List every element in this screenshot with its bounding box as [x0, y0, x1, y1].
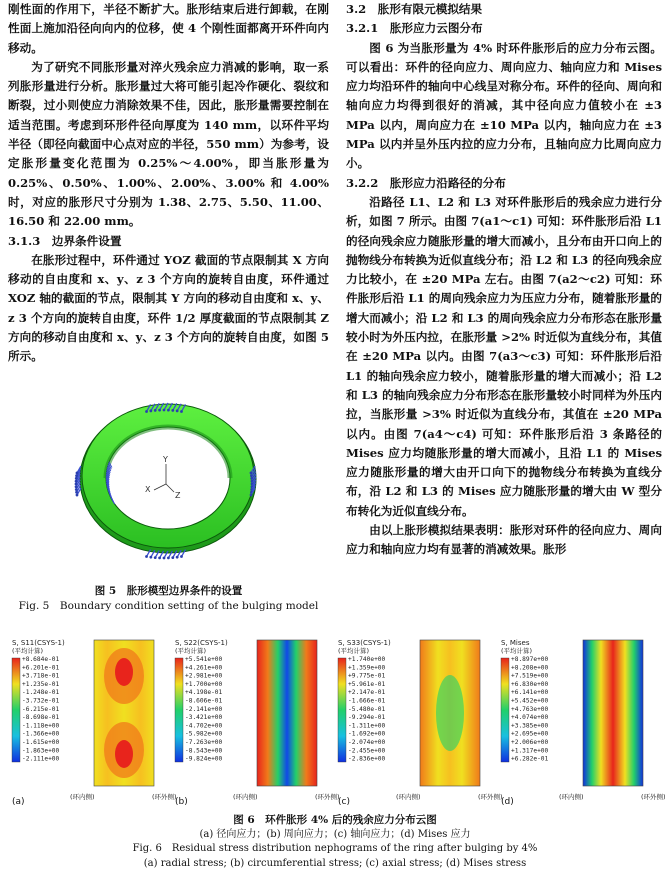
- outer-side-label: (环外侧): [152, 793, 177, 801]
- figure-5-caption: [8, 584, 329, 614]
- heading-3-2-2: 3.2.2 胀形应力沿路径的分布: [346, 175, 506, 190]
- contour-section: [583, 640, 643, 786]
- legend-value: -6.215e-01: [22, 705, 60, 713]
- heading-3-2: 3.2 胀形有限元模拟结果: [346, 2, 483, 16]
- legend-value: +1.317e+00: [511, 747, 549, 755]
- legend-value: -5.480e-01: [348, 705, 386, 713]
- panel-title: S, S22(CSYS-1): [175, 639, 228, 647]
- constraint-node: [75, 488, 78, 491]
- fig5-caption-cn: 图 5 胀形模型边界条件的设置: [94, 585, 243, 597]
- legend-value: -1.615e+00: [22, 739, 60, 746]
- constraint-node: [163, 557, 166, 560]
- legend-value: -7.263e+00: [185, 739, 223, 746]
- constraint-node: [158, 557, 161, 560]
- stress-panel: [338, 639, 503, 807]
- panel-letter: (c): [338, 797, 350, 807]
- panel-avg-label: (平均计算): [338, 647, 370, 655]
- legend-value: -2.111e+00: [22, 755, 60, 763]
- fig5-caption-en: Fig. 5 Boundary condition setting of the bulging model: [18, 600, 319, 612]
- legend-value: +1.700e+00: [185, 680, 223, 688]
- inner-side-label: (环内侧): [70, 793, 95, 801]
- constraint-node: [171, 556, 174, 559]
- constraint-node: [250, 494, 253, 497]
- legend-value: +5.452e+00: [511, 697, 549, 705]
- constraint-node: [149, 409, 152, 412]
- inner-side-label: (环内侧): [396, 793, 421, 801]
- legend-colorbar: [12, 658, 20, 762]
- inner-side-label: (环内侧): [233, 793, 258, 801]
- constraint-node: [75, 491, 78, 494]
- panel-letter: (b): [175, 797, 188, 807]
- legend-value: -1.248e-01: [22, 689, 60, 697]
- legend-value: +4.074e+00: [511, 714, 549, 722]
- right-column: [346, 0, 662, 560]
- stress-panel: [175, 639, 340, 807]
- paragraph-bulging-range: 为了研究不同胀形量对淬火残余应力消减的影响，取一系列胀形量进行分析。胀形量过大将可能引起冷作硬化、裂纹和断裂，过小则使应力消除效果不佳，因此，胀形量需要控制在适当范围。考虑到环形件径向厚度为 140 mm，以环件平均半径（即径向截面中心点对应的半径，550 mm）为参考，设定胀形量变化范围为 0.25%～4.00%，即当胀形量为 0.25%、0.50%、1.00%、2.00%、3.00% 和 4.00% 时，对应的胀形尺寸分别为 1.38、2.75、5.50、11.00、16.50 和 22.00 mm。: [8, 59, 329, 229]
- constraint-node: [75, 485, 78, 488]
- legend-value: +6.830e+00: [511, 680, 549, 688]
- legend-value: +5.541e+00: [185, 656, 223, 663]
- legend-value: +2.695e+00: [511, 730, 549, 738]
- constraint-node: [163, 409, 166, 412]
- legend-value: +4.763e+00: [511, 705, 549, 713]
- legend-value: -9.294e-01: [348, 714, 386, 722]
- constraint-node: [75, 483, 78, 486]
- constraint-node: [145, 410, 148, 413]
- legend-value: -1.366e+00: [22, 730, 60, 738]
- fig6-caption-cn-sub: (a) 径向应力；(b) 周向应力；(c) 轴向应力；(d) Mises 应力: [199, 828, 471, 840]
- constraint-node: [180, 410, 183, 413]
- legend-value: +3.385e+00: [511, 722, 549, 730]
- outer-side-label: (环外侧): [315, 793, 340, 801]
- legend-value: +3.718e-01: [22, 672, 60, 680]
- legend-value: -5.982e+00: [185, 730, 223, 738]
- legend-value: +7.519e+00: [511, 672, 549, 680]
- legend-value: +6.141e+00: [511, 689, 549, 697]
- contour-core: [436, 675, 464, 751]
- contour-section: [257, 640, 317, 786]
- legend-value: +2.981e+00: [185, 672, 223, 680]
- panel-title: S, Mises: [501, 639, 530, 647]
- paragraph-path-distribution: 沿路径 L1、L2 和 L3 对环件胀形后的残余应力进行分析，如图 7 所示。由图 7(a1～c1) 可知：环件胀形后沿 L1 的径向残余应力随胀形量的增大而减小，且分布由开口向上的抛物线分布转换为近似直线分布；沿 L2 和 L3 的径向残余应力比较小，在 ±20 MPa 左右。由图 7(a2～c2) 可知：环件胀形后沿 L1 的周向残余应力为压应力分布，随着胀形量的增大而减小；沿 L2 和 L3 的周向残余应力分布形态在胀形量较小时为外压内拉，在胀形量 >2% 时近似为直线分布，其值在 ±20 MPa 以内。由图 7(a3～c3) 可知：环件胀形后沿 L1 的轴向残余应力较小，随着胀形量的增大而减小；沿 L2 和 L3 的轴向残余应力分布形态在胀形量较小时同样为外压内拉，当胀形量 >3% 时近似为直线分布，其值在 ±20 MPa 以内。由图 7(a4～c4) 可知：环件胀形后沿 3 条路径的 Mises 应力均随胀形量的增大而减小，且沿 L1 的 Mises 应力随胀形量的增大由开口向下的抛物线分布转换为直线分布，沿 L2 和 L3 的 Mises 应力随胀形量的增大由 W 型分布转化为近似直线分布。: [346, 194, 662, 518]
- legend-value: -2.455e+00: [348, 747, 386, 755]
- inner-side-label: (环内侧): [559, 793, 584, 801]
- heading-3-2-1: 3.2.1 胀形应力云图分布: [346, 21, 483, 36]
- axis-y-label: Y: [163, 455, 168, 464]
- legend-value: -2.141e+00: [185, 705, 223, 713]
- paragraph-stress-cloud: 图 6 为当胀形量为 4% 时环件胀形后的应力分布云图。可以看出：环件的径向应力、周向应力、轴向应力和 Mises 应力均沿环件的轴向中心线呈对称分布。环件的径向、周向和轴向应力均得到很好的消减，其中径向应力值较小在 ±3 MPa 以内，周向应力在 ±10 MPa 以内，轴向应力在 ±3 MPa 以内并呈外压内拉的应力分布，且轴向应力比周向应力小。: [346, 40, 662, 171]
- legend-value: -1.863e+00: [22, 747, 60, 755]
- figure-6-caption: [0, 813, 670, 871]
- fig6-caption-en-sub: (a) radial stress; (b) circumferential stress; (c) axial stress; (d) Mises stress: [143, 857, 527, 869]
- constraint-node: [149, 556, 152, 559]
- legend-value: +8.208e+00: [511, 664, 549, 672]
- panel-letter: (d): [501, 797, 514, 807]
- legend-value: +1.235e-01: [22, 680, 60, 688]
- contour-hotspot: [115, 658, 133, 686]
- constraint-node: [171, 409, 174, 412]
- constraint-node: [154, 409, 157, 412]
- fig6-caption-en: Fig. 6 Residual stress distribution nephograms of the ring after bulging by 4%: [132, 843, 538, 854]
- legend-value: -3.421e+00: [185, 714, 223, 722]
- fig6-caption-cn: 图 6 环件胀形 4% 后的残余应力分布云图: [233, 814, 437, 826]
- legend-value: -1.666e-01: [348, 697, 386, 705]
- constraint-node: [75, 474, 78, 477]
- constraint-node: [176, 556, 179, 559]
- panel-avg-label: (平均计算): [12, 647, 44, 655]
- legend-value: +8.897e+00: [511, 656, 549, 663]
- constraint-node: [176, 409, 179, 412]
- panel-avg-label: (平均计算): [501, 647, 533, 655]
- outer-side-label: (环外侧): [641, 793, 666, 801]
- legend-value: -8.606e-01: [185, 697, 223, 705]
- paragraph-bulging-end: 刚性面的作用下，半径不断扩大。胀形结束后进行卸载，在刚性面上施加沿径向向内的位移，使 4 个刚性面都离开环件向内移动。: [8, 2, 329, 55]
- legend-value: -1.311e+00: [348, 722, 386, 730]
- heading-3-1-3: 3.1.3 边界条件设置: [8, 233, 122, 248]
- figure-6-stress-nephograms: [8, 636, 666, 811]
- legend-value: +4.198e-01: [185, 689, 223, 697]
- legend-value: +2.147e-01: [348, 689, 386, 697]
- legend-value: +4.261e+00: [185, 664, 223, 672]
- paragraph-conclusion: 由以上胀形模拟结果表明：胀形对环件的径向应力、周向应力和轴向应力均有显著的消减效果。胀形: [346, 523, 662, 557]
- legend-value: -4.702e+00: [185, 722, 223, 730]
- legend-value: +6.201e-01: [22, 664, 60, 672]
- constraint-node: [76, 494, 79, 497]
- constraint-node: [167, 409, 170, 412]
- constraint-node: [75, 477, 78, 480]
- panel-letter: (a): [12, 797, 25, 807]
- legend-value: -2.074e+00: [348, 739, 386, 746]
- legend-value: -1.118e+00: [22, 722, 60, 730]
- panel-avg-label: (平均计算): [175, 647, 207, 655]
- figure-5-ring-model: [8, 384, 329, 616]
- legend-value: +9.775e-01: [348, 672, 386, 680]
- axis-z-label: Z: [175, 491, 181, 500]
- constraint-node: [167, 557, 170, 560]
- constraint-node: [158, 409, 161, 412]
- legend-value: -3.732e-01: [22, 697, 60, 705]
- panel-title: S, S33(CSYS-1): [338, 639, 391, 647]
- stress-panel: [501, 639, 666, 807]
- legend-value: +8.684e-01: [22, 656, 60, 663]
- axis-x-label: X: [145, 485, 151, 494]
- constraint-node: [154, 556, 157, 559]
- legend-value: +1.740e+00: [348, 656, 386, 663]
- legend-value: +1.359e+00: [348, 664, 386, 672]
- constraint-node: [75, 480, 78, 483]
- legend-value: -9.824e+00: [185, 755, 223, 763]
- panel-title: S, S11(CSYS-1): [12, 639, 65, 647]
- outer-side-label: (环外侧): [478, 793, 503, 801]
- constraint-node: [76, 472, 79, 475]
- left-column: [8, 0, 329, 367]
- legend-value: +6.282e-01: [511, 755, 549, 763]
- constraint-node: [180, 555, 183, 558]
- legend-colorbar: [338, 658, 346, 762]
- legend-colorbar: [175, 658, 183, 762]
- contour-hotspot: [115, 740, 133, 768]
- legend-value: -1.692e+00: [348, 730, 386, 738]
- stress-panel: [12, 639, 177, 807]
- legend-colorbar: [501, 658, 509, 762]
- legend-value: +5.961e-01: [348, 680, 386, 688]
- constraint-node: [145, 555, 148, 558]
- paragraph-boundary: 在胀形过程中，环件通过 YOZ 截面的节点限制其 X 方向移动的自由度和 x、y、z 3 个方向的旋转自由度，环件通过 XOZ 轴的截面的节点，限制其 Y 方向的移动自由度和 x、y、z 3 个方向的旋转自由度，环件 1/2 厚度截面的节点限制其 Z 方向的移动自由度和 x、y、z 3 个方向的旋转自由度，如图 5 所示。: [8, 252, 329, 364]
- legend-value: -8.543e+00: [185, 747, 223, 755]
- legend-value: -2.836e+00: [348, 755, 386, 763]
- legend-value: +2.006e+00: [511, 739, 549, 746]
- legend-value: -8.698e-01: [22, 714, 60, 722]
